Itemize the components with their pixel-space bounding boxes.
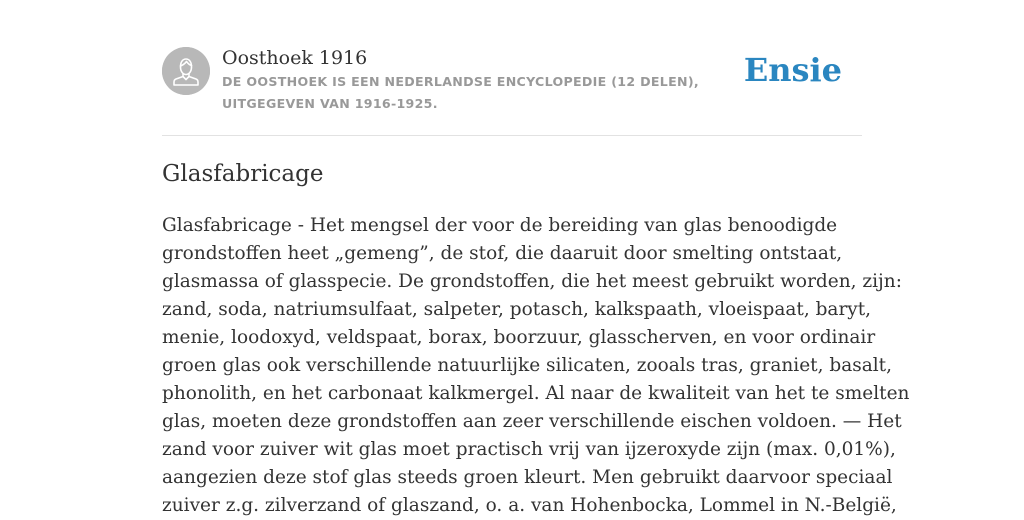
article-body-line: glas, moeten deze grondstoffen aan zeer verschillende eischen voldoen. — Het [162, 411, 902, 432]
article-body-line: grondstoffen heet „gemeng”, de stof, die daaruit door smelting ontstaat, [162, 243, 843, 264]
article-body-line: groen glas ook verschillende natuurlijke silicaten, zooals tras, graniet, basalt, [162, 355, 892, 376]
user-silhouette-icon [162, 47, 210, 95]
article-body [162, 212, 910, 520]
article-body-line: aangezien deze stof glas steeds groen kleurt. Men gebruikt daarvoor speciaal [162, 467, 893, 488]
article-body-line: zand, soda, natriumsulfaat, salpeter, potasch, kalkspaath, vloeispaat, baryt, [162, 299, 872, 320]
source-header [162, 46, 862, 116]
article-body-line: menie, loodoxyd, veldspaat, borax, boorzuur, glasscherven, en voor ordinair [162, 327, 876, 348]
article-body-line: Glasfabricage - Het mengsel der voor de bereiding van glas benoodigde [162, 215, 838, 236]
article-title: Glasfabricage [162, 161, 324, 187]
header-divider [162, 135, 862, 136]
article-body-line: phonolith, en het carbonaat kalkmergel. Al naar de kwaliteit van het te smelten [162, 383, 910, 404]
source-description: DE OOSTHOEK IS EEN NEDERLANDSE ENCYCLOPEDIE (12 DELEN), UITGEGEVEN VAN 1916-1925. [222, 74, 699, 111]
article-body-line: zuiver z.g. zilverzand of glaszand, o. a. van Hohenbocka, Lommel in N.-België, [162, 495, 897, 516]
source-title[interactable]: Oosthoek 1916 [222, 47, 368, 69]
source-avatar[interactable] [162, 47, 210, 95]
article-body-line: zand voor zuiver wit glas moet practisch vrij van ijzeroxyde zijn (max. 0,01%), [162, 439, 896, 460]
article-body-line: glasmassa of glasspecie. De grondstoffen, die het meest gebruikt worden, zijn: [162, 271, 902, 292]
ensie-logo[interactable]: Ensie [743, 51, 842, 89]
